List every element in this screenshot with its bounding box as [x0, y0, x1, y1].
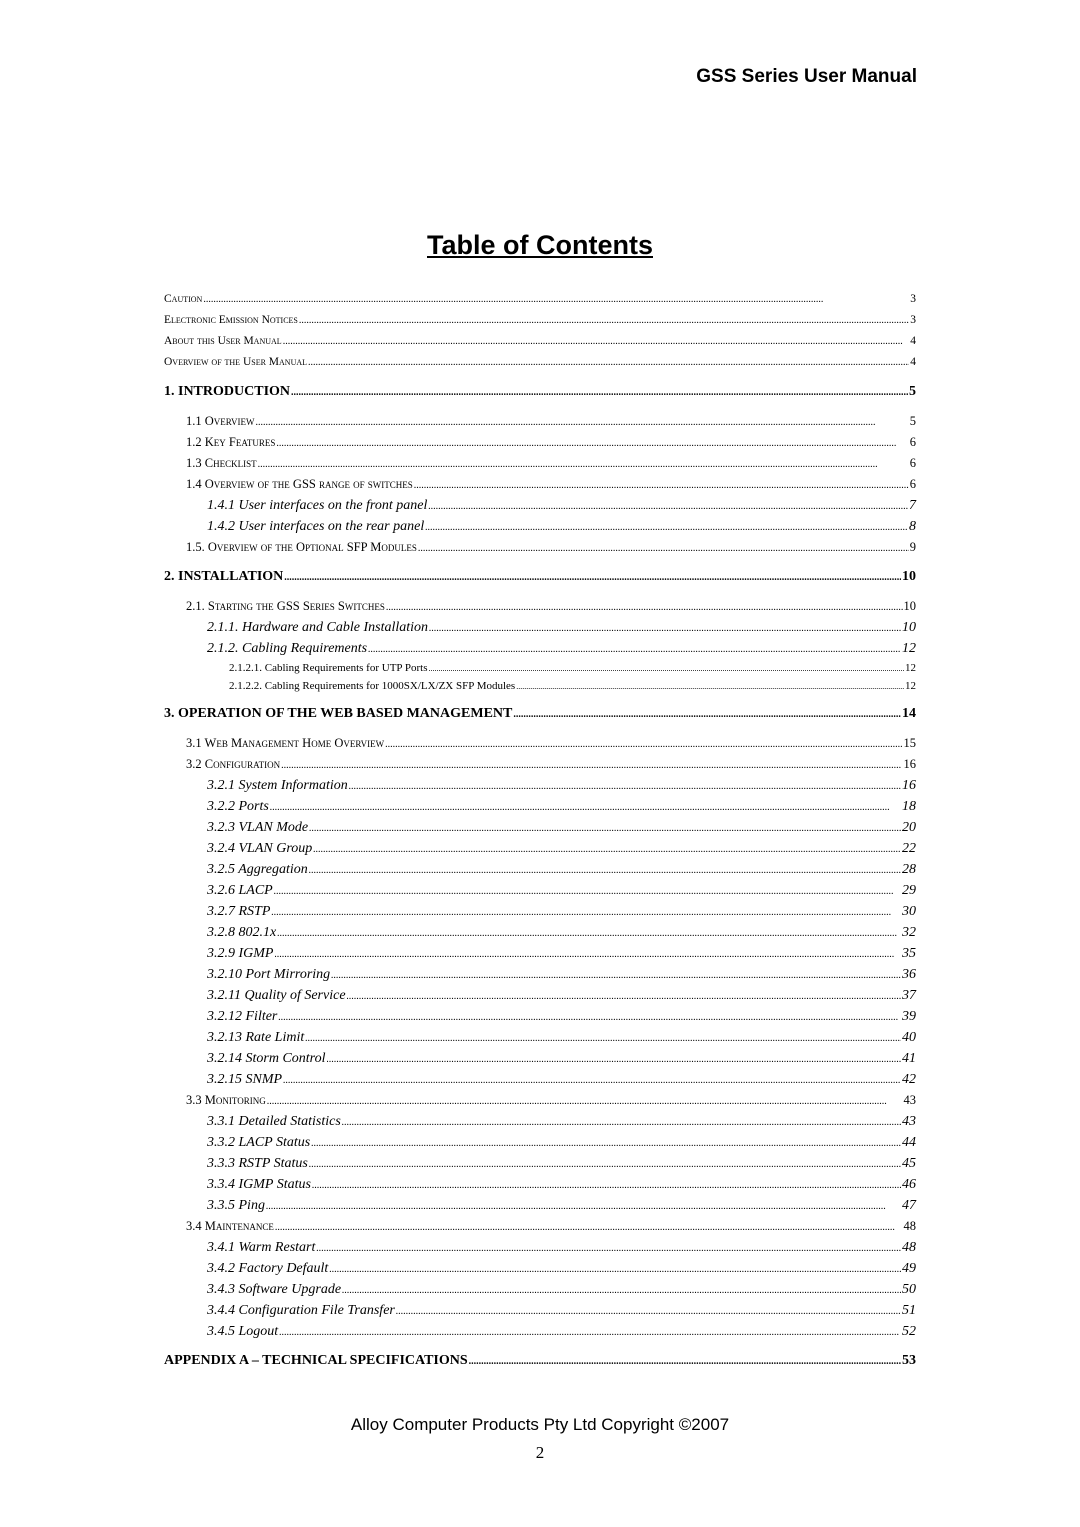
toc-entry-page: 10	[902, 569, 916, 584]
toc-entry[interactable]	[164, 677, 916, 695]
dot-leader	[299, 310, 909, 331]
dot-leader	[368, 639, 901, 660]
dot-leader	[309, 1154, 901, 1175]
dot-leader	[279, 1322, 901, 1343]
dot-leader	[329, 1259, 901, 1280]
dot-leader	[428, 496, 908, 517]
dot-leader	[274, 881, 901, 902]
toc-entry[interactable]	[164, 1111, 916, 1132]
dot-leader	[349, 776, 901, 797]
toc-entry-text: 1. INTRODUCTION	[164, 384, 291, 399]
toc-entry-text: 3.3.3 RSTP Status	[207, 1156, 308, 1171]
toc-entry-page: 29	[902, 883, 916, 898]
toc-title: Table of Contents	[427, 230, 653, 260]
dot-leader	[342, 1280, 901, 1301]
toc-entry-text: 3.4.1 Warm Restart	[207, 1240, 316, 1255]
toc-entry-text: 1.4.2 User interfaces on the rear panel	[207, 519, 425, 534]
toc-entry-text: 2.1. Starting the GSS Series Switches	[186, 599, 385, 613]
toc-entry-text: 3.4.5 Logout	[207, 1324, 279, 1339]
toc-entry[interactable]	[164, 537, 916, 558]
toc-entry-text: 1.2 Key Features	[186, 435, 276, 449]
toc-entry[interactable]	[164, 703, 916, 725]
toc-entry-page: 8	[909, 519, 916, 534]
toc-entry-page: 10	[902, 620, 916, 635]
dot-leader	[516, 678, 904, 696]
toc-list	[164, 289, 916, 1380]
toc-entry-page: 14	[902, 706, 916, 721]
toc-entry-text: 2.1.2.1. Cabling Requirements for UTP Ports	[229, 662, 428, 674]
toc-entry-text: 3.2.8 802.1x	[207, 925, 277, 940]
dot-leader	[414, 475, 909, 496]
toc-entry-text: 3.2.13 Rate Limit	[207, 1030, 305, 1045]
dot-leader	[429, 660, 905, 678]
toc-entry-page: 35	[902, 946, 916, 961]
toc-entry-page: 4	[910, 335, 916, 347]
dot-leader	[429, 618, 901, 639]
toc-entry-page: 4	[910, 356, 916, 368]
toc-entry[interactable]	[164, 310, 916, 331]
toc-entry-page: 46	[902, 1177, 916, 1192]
toc-entry[interactable]	[164, 1174, 916, 1195]
toc-entry[interactable]	[164, 880, 916, 901]
toc-entry[interactable]	[164, 943, 916, 964]
dot-leader	[283, 331, 910, 352]
toc-entry-page: 12	[905, 662, 916, 674]
dot-leader	[256, 412, 909, 433]
toc-entry[interactable]	[164, 1006, 916, 1027]
toc-entry[interactable]	[164, 1027, 916, 1048]
toc-entry-page: 12	[902, 641, 916, 656]
toc-entry-page: 47	[902, 1198, 916, 1213]
toc-entry[interactable]	[164, 659, 916, 677]
toc-entry[interactable]	[164, 1048, 916, 1069]
toc-entry[interactable]	[164, 1069, 916, 1090]
toc-entry-text: 3.2.11 Quality of Service	[207, 988, 346, 1003]
toc-entry-text: 3.2.1 System Information	[207, 778, 348, 793]
toc-entry[interactable]	[164, 1237, 916, 1258]
toc-entry-page: 48	[902, 1240, 916, 1255]
dot-leader	[305, 1028, 901, 1049]
toc-entry-text: 3.3.5 Ping	[207, 1198, 265, 1213]
toc-entry-text: Electronic Emission Notices	[164, 314, 298, 326]
toc-entry[interactable]	[164, 516, 916, 537]
toc-entry[interactable]	[164, 964, 916, 985]
toc-entry-page: 7	[909, 498, 916, 513]
toc-entry[interactable]	[164, 985, 916, 1006]
dot-leader	[309, 818, 901, 839]
dot-leader	[277, 923, 901, 944]
toc-entry-text: 3.2.4 VLAN Group	[207, 841, 313, 856]
toc-entry[interactable]	[164, 838, 916, 859]
dot-leader	[313, 839, 901, 860]
toc-entry[interactable]	[164, 1258, 916, 1279]
toc-entry-text: 1.4.1 User interfaces on the front panel	[207, 498, 428, 513]
toc-entry-page: 45	[902, 1156, 916, 1171]
toc-entry[interactable]	[164, 432, 916, 453]
toc-entry-text: 3.2.2 Ports	[207, 799, 269, 814]
toc-entry[interactable]	[164, 331, 916, 352]
toc-entry-text: Overview of the User Manual	[164, 356, 308, 368]
dot-leader	[258, 454, 909, 475]
toc-entry-page: 16	[902, 778, 916, 793]
toc-entry-text: Caution	[164, 293, 203, 305]
toc-entry-text: 3.3.4 IGMP Status	[207, 1177, 311, 1192]
dot-leader	[331, 965, 901, 986]
toc-entry-text: 3.2.12 Filter	[207, 1009, 278, 1024]
toc-entry-text: 3.4.2 Factory Default	[207, 1261, 329, 1276]
toc-entry-text: 2.1.1. Hardware and Cable Installation	[207, 620, 429, 635]
toc-entry[interactable]	[164, 411, 916, 432]
toc-entry-page: 42	[902, 1072, 916, 1087]
toc-entry[interactable]	[164, 638, 916, 659]
dot-leader	[275, 944, 902, 965]
toc-entry-text: 3.4 Maintenance	[186, 1219, 274, 1233]
dot-leader	[386, 597, 903, 618]
toc-entry-page: 12	[905, 680, 916, 692]
toc-entry[interactable]	[164, 1090, 916, 1111]
toc-entry-page: 41	[902, 1051, 916, 1066]
toc-entry-page: 52	[902, 1324, 916, 1339]
toc-entry-page: 32	[902, 925, 916, 940]
toc-entry[interactable]	[164, 922, 916, 943]
toc-entry-page: 53	[902, 1353, 916, 1368]
toc-entry[interactable]	[164, 1195, 916, 1216]
toc-entry-page: 40	[902, 1030, 916, 1045]
toc-entry[interactable]	[164, 901, 916, 922]
toc-entry-text: 3.1 Web Management Home Overview	[186, 736, 385, 750]
toc-entry-text: 2.1.2. Cabling Requirements	[207, 641, 368, 656]
toc-entry-page: 18	[902, 799, 916, 814]
dot-leader	[276, 433, 908, 454]
toc-entry-page: 5	[909, 414, 916, 428]
toc-entry[interactable]	[164, 1350, 916, 1372]
running-header: GSS Series User Manual	[696, 66, 917, 87]
toc-entry-page: 49	[902, 1261, 916, 1276]
toc-entry[interactable]	[164, 381, 916, 403]
toc-entry[interactable]	[164, 1279, 916, 1300]
toc-entry-text: About this User Manual	[164, 335, 282, 347]
toc-entry[interactable]	[164, 596, 916, 617]
dot-leader	[311, 1133, 901, 1154]
dot-leader	[283, 1070, 901, 1091]
dot-leader	[396, 1301, 901, 1322]
toc-entry-page: 10	[903, 599, 916, 613]
dot-leader	[513, 704, 901, 726]
toc-entry[interactable]	[164, 754, 916, 775]
toc-entry-text: 3.2.3 VLAN Mode	[207, 820, 309, 835]
footer-page-number: 2	[535, 1443, 545, 1462]
dot-leader	[425, 517, 908, 538]
toc-entry[interactable]	[164, 453, 916, 474]
toc-entry-text: 3.2.5 Aggregation	[207, 862, 308, 877]
toc-entry-text: APPENDIX A – TECHNICAL SPECIFICATIONS	[164, 1353, 468, 1368]
dot-leader	[284, 567, 901, 589]
toc-entry[interactable]	[164, 1153, 916, 1174]
dot-leader	[327, 1049, 902, 1070]
toc-entry-page: 6	[909, 477, 916, 491]
dot-leader	[347, 986, 901, 1007]
toc-entry-text: 3.2.6 LACP	[207, 883, 273, 898]
toc-entry-text: 3.3.1 Detailed Statistics	[207, 1114, 341, 1129]
toc-entry[interactable]	[164, 733, 916, 754]
dot-leader	[469, 1351, 901, 1373]
toc-entry-page: 20	[902, 820, 916, 835]
toc-entry-text: 1.4 Overview of the GSS range of switches	[186, 477, 413, 491]
dot-leader	[291, 382, 908, 404]
toc-entry-page: 5	[909, 384, 916, 399]
dot-leader	[266, 1196, 901, 1217]
toc-entry-page: 37	[902, 988, 916, 1003]
toc-entry-text: 2.1.2.2. Cabling Requirements for 1000SX/LX/ZX SFP Modules	[229, 680, 516, 692]
toc-entry-text: 3.2.15 SNMP	[207, 1072, 283, 1087]
toc-entry-page: 16	[903, 757, 916, 771]
toc-entry[interactable]	[164, 817, 916, 838]
dot-leader	[281, 755, 902, 776]
toc-entry[interactable]	[164, 352, 916, 373]
toc-entry-page: 36	[902, 967, 916, 982]
toc-entry-text: 3.2.9 IGMP	[207, 946, 274, 961]
dot-leader	[312, 1175, 901, 1196]
toc-entry[interactable]	[164, 1216, 916, 1237]
toc-entry-page: 28	[902, 862, 916, 877]
toc-entry-text: 2. INSTALLATION	[164, 569, 284, 584]
toc-entry-page: 43	[903, 1093, 916, 1107]
toc-entry[interactable]	[164, 796, 916, 817]
toc-entry-page: 51	[902, 1303, 916, 1318]
toc-entry[interactable]	[164, 859, 916, 880]
toc-entry-page: 6	[909, 435, 916, 449]
toc-entry-text: 1.1 Overview	[186, 414, 255, 428]
dot-leader	[203, 289, 909, 310]
dot-leader	[385, 734, 902, 755]
dot-leader	[309, 860, 901, 881]
toc-entry-text: 1.5. Overview of the Optional SFP Modules	[186, 540, 417, 554]
toc-entry-page: 43	[902, 1114, 916, 1129]
dot-leader	[270, 797, 901, 818]
toc-entry-page: 30	[902, 904, 916, 919]
toc-entry-text: 3.2 Configuration	[186, 757, 281, 771]
dot-leader	[278, 1007, 901, 1028]
toc-entry[interactable]	[164, 1321, 916, 1342]
dot-leader	[342, 1112, 901, 1133]
dot-leader	[267, 1091, 903, 1112]
toc-entry-page: 44	[902, 1135, 916, 1150]
toc-entry-text: 3.2.14 Storm Control	[207, 1051, 326, 1066]
dot-leader	[316, 1238, 901, 1259]
toc-entry-text: 3.3.2 LACP Status	[207, 1135, 311, 1150]
toc-entry-page: 50	[902, 1282, 916, 1297]
toc-entry[interactable]	[164, 495, 916, 516]
toc-entry[interactable]	[164, 289, 916, 310]
toc-entry-page: 3	[910, 314, 916, 326]
dot-leader	[275, 1217, 903, 1238]
toc-entry-text: 3.2.10 Port Mirroring	[207, 967, 331, 982]
toc-entry-text: 3.4.4 Configuration File Transfer	[207, 1303, 395, 1318]
toc-entry-page: 48	[903, 1219, 916, 1233]
toc-entry-page: 9	[909, 540, 916, 554]
toc-entry-text: 3.4.3 Software Upgrade	[207, 1282, 342, 1297]
toc-entry[interactable]	[164, 1300, 916, 1321]
toc-entry-page: 22	[902, 841, 916, 856]
dot-leader	[271, 902, 901, 923]
toc-entry-page: 6	[909, 456, 916, 470]
toc-entry[interactable]	[164, 566, 916, 588]
footer-copyright: Alloy Computer Products Pty Ltd Copyright ©2007	[350, 1415, 730, 1434]
dot-leader	[418, 538, 909, 559]
toc-entry-text: 3.3 Monitoring	[186, 1093, 266, 1107]
toc-entry[interactable]	[164, 617, 916, 638]
toc-entry[interactable]	[164, 1132, 916, 1153]
toc-entry-text: 3.2.7 RSTP	[207, 904, 271, 919]
toc-entry-page: 15	[903, 736, 916, 750]
dot-leader	[308, 352, 909, 373]
toc-entry[interactable]	[164, 474, 916, 495]
toc-entry[interactable]	[164, 775, 916, 796]
toc-entry-text: 3. OPERATION OF THE WEB BASED MANAGEMENT	[164, 706, 513, 721]
toc-entry-text: 1.3 Checklist	[186, 456, 257, 470]
toc-entry-page: 39	[902, 1009, 916, 1024]
toc-entry-page: 3	[910, 293, 916, 305]
